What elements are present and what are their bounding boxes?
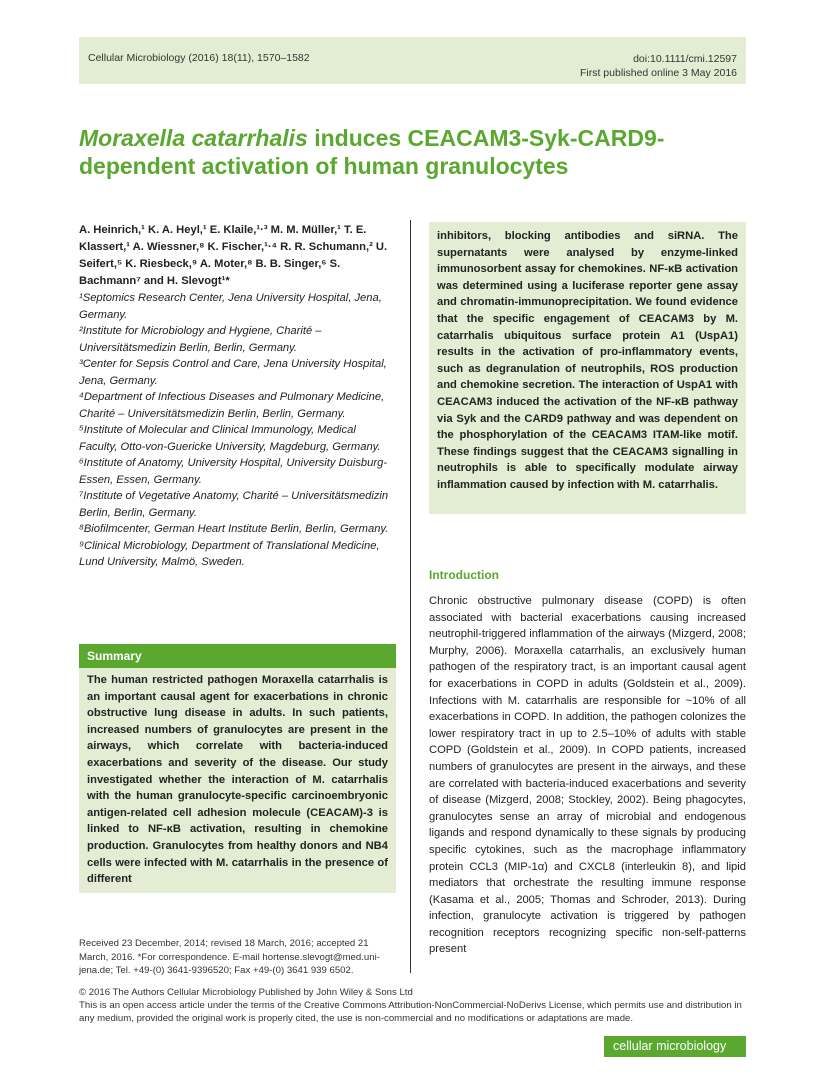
license-footer	[79, 986, 746, 1026]
doi[interactable]: doi:10.1111/cmi.12597	[633, 53, 737, 65]
author-list: A. Heinrich,¹ K. A. Heyl,¹ E. Klaile,¹·³ M. M. Müller,¹ T. E. Klassert,¹ A. Wiessner,⁸ K. Fischer,¹·⁴ R. R. Schumann,² U. Seifert,⁵ K. Riesbeck,⁹ A. Moter,⁸ B. B. Singer,⁶ S. Bachmann⁷ and H. Slevogt¹*	[79, 224, 388, 287]
introduction-text: Chronic obstructive pulmonary disease (COPD) is often associated with bacterial exacerbations causing increased neutrophil-triggered inflammation of the airways (Mizgerd, 2008; Murphy, 2006). Moraxella catarrhalis, an exclusively human pathogen of the respiratory tract, is an important causal agent for exacerbations in COPD in adults (Goldstein et al., 2009). Infections with M. catarrhalis are responsible for ~10% of all exacerbations in COPD. In addition, the pathogen colonizes the lower respiratory tract in up to 2.5–10% of adults with stable COPD (Goldstein et al., 2009). In COPD patients, increased numbers of granulocytes are present in the airways, and these are correlated with bacteria-induced exacerbations and severity of disease (Mizgerd, 2008; Stockley, 2002). Being phagocytes, granulocytes sense an array of microbial and endogenous ligands and respond dynamically to these signals by producing specific cytokines, such as the macrophage inflammatory protein CCL3 (MIP-1α) and CXCL8 (interleukin 8), and lipid mediators that orchestrate the resulting immune response (Kasama et al., 2005; Thomas and Schroder, 2013). During infection, granulocyte activation is triggered by pathogen recognition receptors recognizing specific non-self-patterns present	[429, 595, 746, 956]
column-divider	[410, 220, 411, 973]
header-band	[79, 37, 746, 84]
received-correspondence: Received 23 December, 2014; revised 18 March, 2016; accepted 21 March, 2016. *For correspondence. E-mail hortense.slevogt@med.uni-jena.de; Tel. +49-(0) 3641-9396520; Fax +49-(0) 3641 939 6502.	[79, 938, 380, 976]
affiliation-item: ³Center for Sepsis Control and Care, Jena University Hospital, Jena, Germany.	[79, 358, 387, 387]
journal-citation: Cellular Microbiology (2016) 18(11), 1570–1582	[88, 52, 310, 64]
introduction-heading: Introduction	[429, 568, 499, 582]
affiliation-item: ⁹Clinical Microbiology, Department of Translational Medicine, Lund University, Malmö, Sweden.	[79, 539, 380, 568]
published-date: First published online 3 May 2016	[579, 67, 737, 79]
summary-heading-label: Summary	[87, 649, 142, 663]
affiliation-item: ⁴Department of Infectious Diseases and Pulmonary Medicine, Charité – Universitätsmedizin Berlin, Berlin, Germany.	[79, 391, 385, 420]
affiliation-item: ¹Septomics Research Center, Jena University Hospital, Jena, Germany.	[79, 292, 382, 321]
affiliation-item: ⁵Institute of Molecular and Clinical Immunology, Medical Faculty, Otto-von-Guericke University, Magdeburg, Germany.	[79, 424, 381, 453]
summary-continued-text: inhibitors, blocking antibodies and siRNA. The supernatants were analysed by enzyme-linked immunosorbent assay for chemokines. NF-κB activation was determined using a luciferase reporter gene assay and chromatin-immunoprecipitation. We found evidence that the specific engagement of CEACAM3 by M. catarrhalis ubiquitous surface protein A1 (UspA1) results in the activation of pro-inflammatory events, such as degranulation of neutrophils, ROS production and chemokine secretion. The interaction of UspA1 with CEACAM3 induced the activation of the NF-κB pathway via Syk and the CARD9 pathway and was dependent on the phosphorylation of the CEACAM3 ITAM-like motif. These findings suggest that the CEACAM3 signalling in neutrophils is able to specifically modulate airway inflammation caused by infection with M. catarrhalis.	[437, 230, 738, 491]
summary-heading	[79, 644, 396, 668]
summary-continued-box	[429, 222, 746, 514]
doi-block	[580, 52, 737, 80]
affiliation-item: ⁶Institute of Anatomy, University Hospital, University Duisburg-Essen, Essen, Germany.	[79, 457, 388, 486]
summary-text: The human restricted pathogen Moraxella catarrhalis is an important causal agent for exacerbations in chronic obstructive lung disease in adults. In such patients, increased numbers of granulocytes are present in the airways, which correlate with bacteria-induced exacerbations and severity of the disease. Our study investigated whether the interaction of M. catarrhalis with the human granulocyte-specific carcinoembryonic antigen-related cell adhesion molecule (CEACAM)-3 is linked to NF-κB activation, resulting in chemokine production. Granulocytes from healthy donors and NB4 cells were infected with M. catarrhalis in the presence of different	[87, 674, 388, 886]
affiliation-item: ⁷Institute of Vegetative Anatomy, Charité – Universitätsmedizin Berlin, Berlin, Germany.	[79, 490, 389, 519]
title-rest: induces CEACAM3-Syk-CARD9-dependent activation of human granulocytes	[79, 125, 665, 179]
affiliation-item: ²Institute for Microbiology and Hygiene, Charité – Universitätsmedizin Berlin, Berlin, Germany.	[79, 325, 322, 354]
journal-tag-label: cellular microbiology	[613, 1039, 727, 1053]
license-text: This is an open access article under the terms of the Creative Commons Attribution-NonCommercial-NoDerivs License, which permits use and distribution in any medium, provided the original work is properly cited, the use is non-commercial and no modifications or adaptations are made.	[79, 1000, 742, 1025]
copyright-line: © 2016 The Authors Cellular Microbiology Published by John Wiley & Sons Ltd	[79, 987, 413, 998]
affiliations	[79, 290, 397, 571]
article-title	[79, 124, 746, 180]
affiliation-item: ⁸Biofilmcenter, German Heart Institute Berlin, Berlin, Germany.	[79, 523, 389, 535]
summary-box	[79, 668, 396, 893]
title-species: Moraxella catarrhalis	[79, 125, 308, 151]
journal-tag	[604, 1036, 746, 1057]
